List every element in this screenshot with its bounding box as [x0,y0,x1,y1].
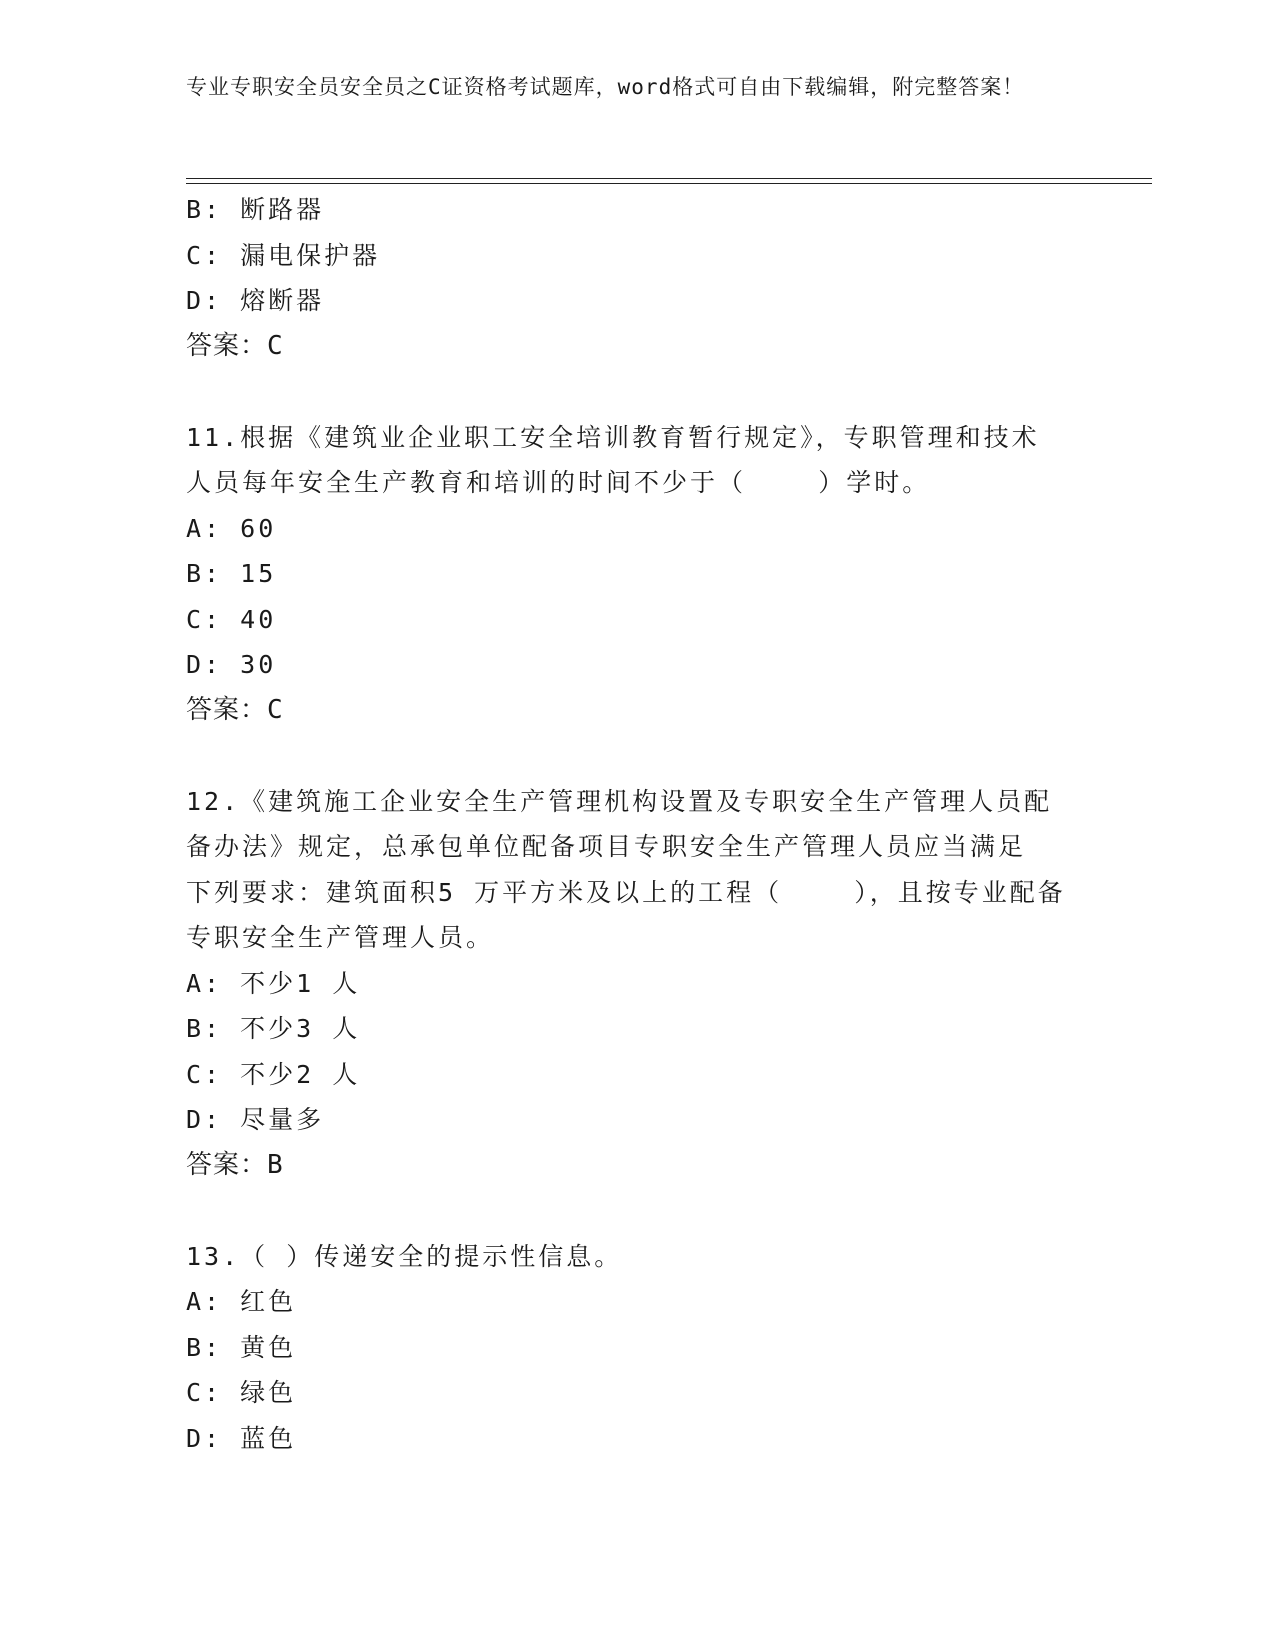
question-stem-line: 12.《建筑施工企业安全生产管理机构设置及专职安全生产管理人员配 [186,786,1053,816]
option-b: B: 断路器 [186,195,325,224]
spacer [186,369,1086,415]
header-divider-top [186,178,1152,179]
option-c: C: 绿色 [186,1378,297,1407]
option-d: D: 尽量多 [186,1105,325,1134]
spacer [186,1188,1086,1234]
option-a: A: 红色 [186,1287,297,1316]
spacer [186,733,1086,779]
question-stem-line: 备办法》规定，总承包单位配备项目专职安全生产管理人员应当满足 [186,832,1027,861]
option-a: A: 不少1 人 [186,968,361,998]
question-stem-line: 下列要求：建筑面积5 万平方米及以上的工程（ ），且按专业配备 [186,877,1066,907]
question-13 [186,1234,1086,1462]
option-b: B: 不少3 人 [186,1014,361,1043]
option-a: A: 60 [186,513,277,543]
answer-line: 答案：B [186,1149,284,1180]
question-12 [186,779,1086,1189]
option-b: B: 黄色 [186,1332,297,1362]
question-stem-line: 13.（ ）传递安全的提示性信息。 [186,1241,623,1271]
option-d: D: 30 [186,650,277,679]
option-c: C: 不少2 人 [186,1059,361,1089]
question-stem-line: 11.根据《建筑业企业职工安全培训教育暂行规定》，专职管理和技术 [186,422,1040,452]
question-stem-line: 人员每年安全生产教育和培训的时间不少于（ ）学时。 [186,468,931,497]
question-11 [186,415,1086,734]
answer-line: 答案：C [186,694,284,725]
answer-line: 答案：C [186,330,284,361]
question-content [186,187,1086,1461]
header-divider-bottom [186,183,1152,184]
option-d: D: 蓝色 [186,1423,297,1453]
option-d: D: 熔断器 [186,286,325,315]
document-header: 专业专职安全员安全员之C证资格考试题库，word格式可自由下载编辑，附完整答案！ [186,75,1025,99]
question-stem-line: 专职安全生产管理人员。 [186,923,495,952]
previous-question-tail [186,187,1086,369]
option-c: C: 40 [186,604,277,634]
option-c: C: 漏电保护器 [186,240,381,270]
option-b: B: 15 [186,559,277,588]
